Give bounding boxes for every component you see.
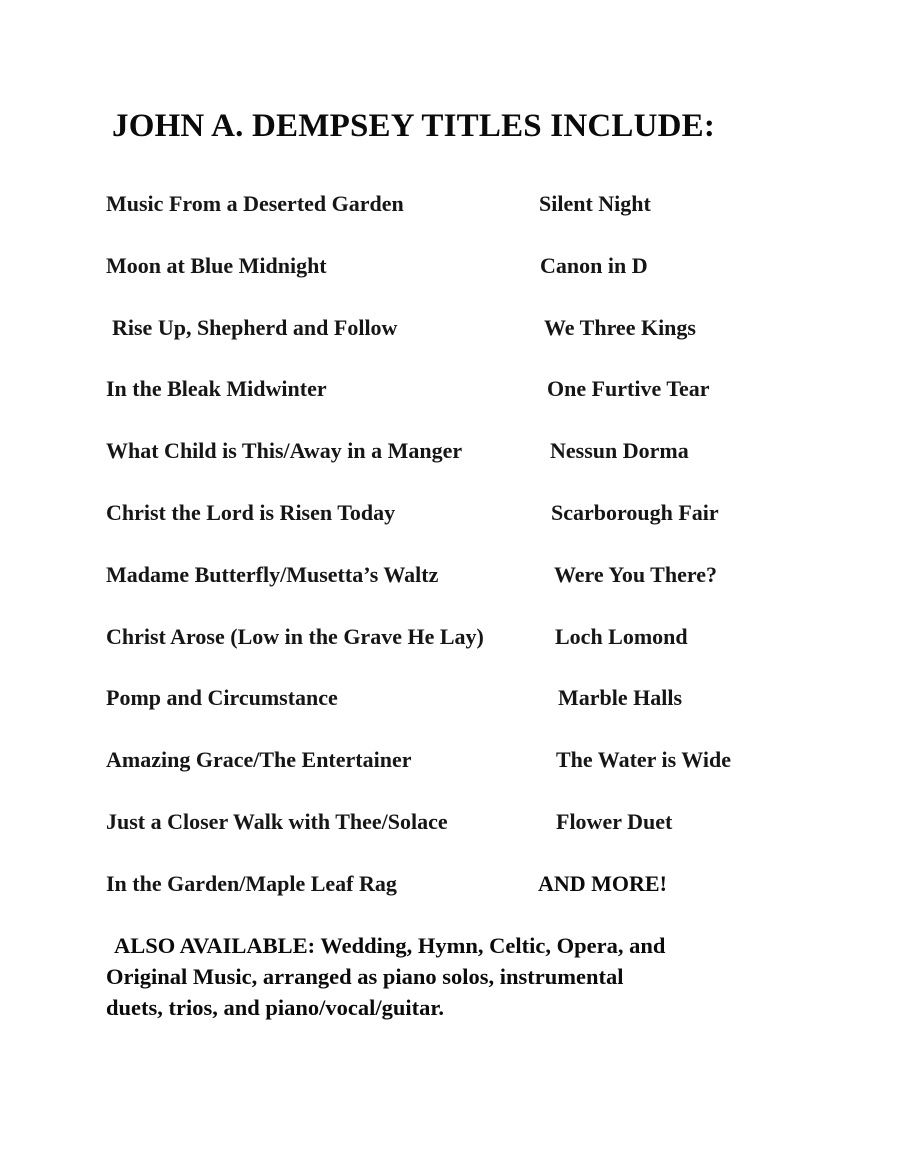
right-title: Flower Duet: [556, 808, 673, 834]
footer-line: ALSO AVAILABLE: Wedding, Hymn, Celtic, Opera, and: [114, 933, 666, 958]
right-title: Nessun Dorma: [550, 438, 689, 464]
title-row: [0, 870, 900, 932]
right-title: Scarborough Fair: [551, 499, 719, 525]
titles-list: [0, 190, 900, 932]
also-available-note: [106, 930, 806, 1023]
left-title: In the Garden/Maple Leaf Rag: [106, 870, 397, 896]
page-title: JOHN A. DEMPSEY TITLES INCLUDE:: [112, 108, 716, 144]
left-title: Christ the Lord is Risen Today: [106, 499, 396, 525]
title-row: [0, 499, 900, 561]
left-title: Christ Arose (Low in the Grave He Lay): [106, 623, 484, 649]
title-row: [0, 375, 900, 437]
left-title: Madame Butterfly/Musetta’s Waltz: [106, 561, 439, 587]
footer-line: Original Music, arranged as piano solos, instrumental: [106, 964, 624, 989]
right-title: The Water is Wide: [556, 747, 732, 773]
title-row: [0, 561, 900, 623]
right-title: Loch Lomond: [555, 623, 688, 649]
left-title: In the Bleak Midwinter: [106, 376, 327, 402]
right-title: One Furtive Tear: [547, 376, 710, 402]
left-title: Pomp and Circumstance: [106, 685, 338, 711]
right-title: Were You There?: [554, 561, 717, 587]
left-title: Moon at Blue Midnight: [106, 252, 327, 278]
title-row: [0, 437, 900, 499]
footer-line: duets, trios, and piano/vocal/guitar.: [106, 995, 444, 1020]
left-title: Music From a Deserted Garden: [106, 191, 404, 216]
title-row: [0, 314, 900, 376]
left-title: Just a Closer Walk with Thee/Solace: [106, 808, 448, 834]
left-title: Rise Up, Shepherd and Follow: [112, 314, 398, 340]
right-title: Silent Night: [539, 191, 651, 216]
and-more-label: AND MORE!: [538, 870, 667, 896]
right-title: Marble Halls: [558, 685, 683, 711]
left-title: What Child is This/Away in a Manger: [106, 438, 463, 464]
title-row: [0, 252, 900, 314]
title-row: [0, 746, 900, 808]
title-row: [0, 684, 900, 746]
title-row: [0, 623, 900, 685]
right-title: Canon in D: [540, 252, 648, 278]
title-row: [0, 808, 900, 870]
title-row: [0, 190, 900, 252]
left-title: Amazing Grace/The Entertainer: [106, 747, 412, 773]
right-title: We Three Kings: [544, 314, 696, 340]
